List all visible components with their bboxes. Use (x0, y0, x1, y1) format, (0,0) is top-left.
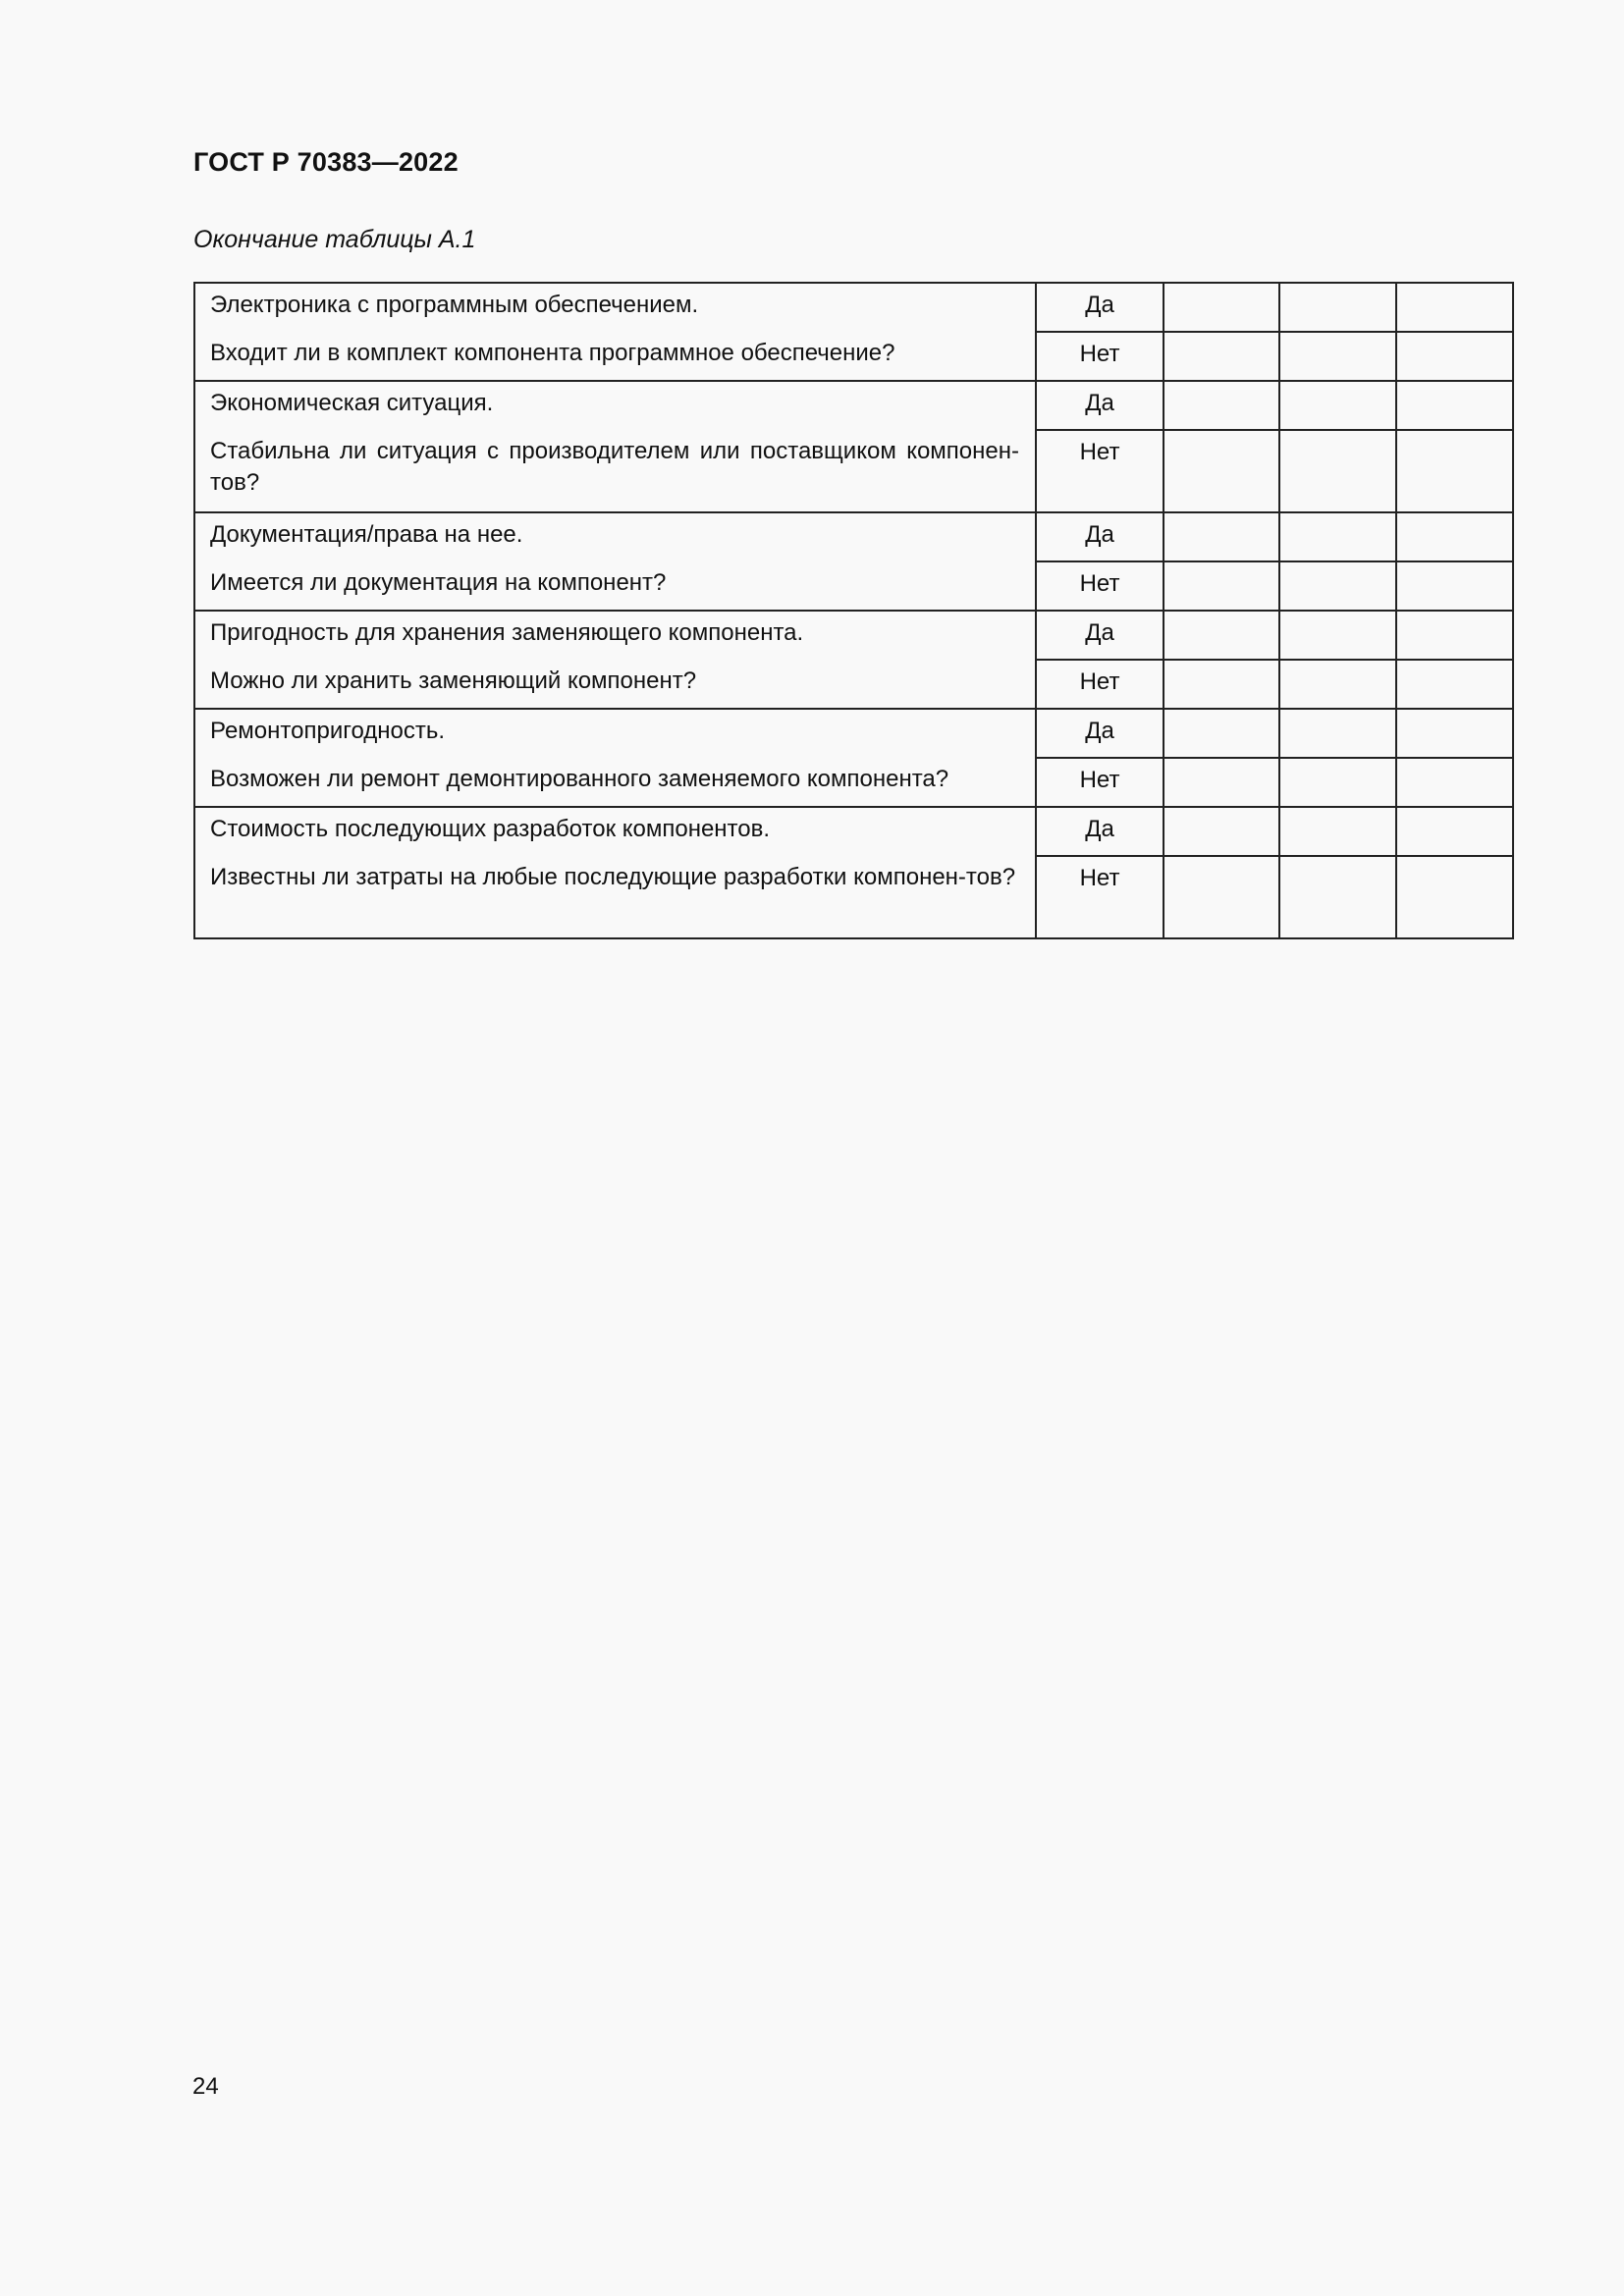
question-cell: Известны ли затраты на любые последующие разработки компонен-тов? (194, 856, 1036, 938)
blank-cell[interactable] (1396, 807, 1513, 856)
topic-cell: Стоимость последующих разработок компонентов. (194, 807, 1036, 856)
answer-no-cell: Нет (1036, 430, 1164, 512)
topic-cell: Ремонтопригодность. (194, 709, 1036, 758)
blank-cell[interactable] (1279, 512, 1396, 561)
blank-cell[interactable] (1164, 561, 1279, 611)
blank-cell[interactable] (1396, 381, 1513, 430)
blank-cell[interactable] (1164, 512, 1279, 561)
table-row (194, 332, 1513, 381)
checklist-table (193, 282, 1514, 939)
blank-cell[interactable] (1396, 561, 1513, 611)
table-row (194, 561, 1513, 611)
answer-no-cell: Нет (1036, 758, 1164, 807)
blank-cell[interactable] (1279, 561, 1396, 611)
blank-cell[interactable] (1164, 611, 1279, 660)
blank-cell[interactable] (1164, 807, 1279, 856)
blank-cell[interactable] (1279, 856, 1396, 938)
page-number: 24 (192, 2073, 219, 2100)
blank-cell[interactable] (1396, 856, 1513, 938)
blank-cell[interactable] (1164, 283, 1279, 332)
blank-cell[interactable] (1164, 758, 1279, 807)
answer-yes-cell: Да (1036, 807, 1164, 856)
question-cell: Возможен ли ремонт демонтированного заменяемого компонента? (194, 758, 1036, 807)
blank-cell[interactable] (1164, 856, 1279, 938)
topic-cell: Электроника с программным обеспечением. (194, 283, 1036, 332)
blank-cell[interactable] (1164, 430, 1279, 512)
answer-yes-cell: Да (1036, 709, 1164, 758)
blank-cell[interactable] (1164, 660, 1279, 709)
blank-cell[interactable] (1279, 381, 1396, 430)
table-row (194, 660, 1513, 709)
table-row (194, 381, 1513, 430)
question-cell: Имеется ли документация на компонент? (194, 561, 1036, 611)
question-cell: Стабильна ли ситуация с производителем или поставщиком компонен-тов? (194, 430, 1036, 512)
answer-no-cell: Нет (1036, 561, 1164, 611)
document-code: ГОСТ Р 70383—2022 (193, 147, 459, 177)
table-row (194, 512, 1513, 561)
blank-cell[interactable] (1396, 430, 1513, 512)
table-row (194, 856, 1513, 938)
table-row (194, 758, 1513, 807)
blank-cell[interactable] (1279, 283, 1396, 332)
blank-cell[interactable] (1279, 611, 1396, 660)
table-caption: Окончание таблицы А.1 (193, 226, 476, 253)
table-row (194, 430, 1513, 512)
answer-yes-cell: Да (1036, 611, 1164, 660)
blank-cell[interactable] (1396, 611, 1513, 660)
table-row (194, 283, 1513, 332)
blank-cell[interactable] (1279, 332, 1396, 381)
answer-no-cell: Нет (1036, 660, 1164, 709)
table-row (194, 611, 1513, 660)
answer-no-cell: Нет (1036, 332, 1164, 381)
table-row (194, 709, 1513, 758)
blank-cell[interactable] (1279, 807, 1396, 856)
answer-yes-cell: Да (1036, 283, 1164, 332)
blank-cell[interactable] (1164, 381, 1279, 430)
blank-cell[interactable] (1396, 709, 1513, 758)
question-cell: Можно ли хранить заменяющий компонент? (194, 660, 1036, 709)
blank-cell[interactable] (1279, 758, 1396, 807)
topic-cell: Пригодность для хранения заменяющего компонента. (194, 611, 1036, 660)
blank-cell[interactable] (1396, 758, 1513, 807)
blank-cell[interactable] (1396, 512, 1513, 561)
blank-cell[interactable] (1396, 660, 1513, 709)
answer-yes-cell: Да (1036, 512, 1164, 561)
answer-yes-cell: Да (1036, 381, 1164, 430)
blank-cell[interactable] (1164, 709, 1279, 758)
blank-cell[interactable] (1396, 332, 1513, 381)
topic-cell: Документация/права на нее. (194, 512, 1036, 561)
blank-cell[interactable] (1279, 660, 1396, 709)
blank-cell[interactable] (1396, 283, 1513, 332)
question-cell: Входит ли в комплект компонента программное обеспечение? (194, 332, 1036, 381)
blank-cell[interactable] (1279, 709, 1396, 758)
table-row (194, 807, 1513, 856)
answer-no-cell: Нет (1036, 856, 1164, 938)
topic-cell: Экономическая ситуация. (194, 381, 1036, 430)
blank-cell[interactable] (1279, 430, 1396, 512)
blank-cell[interactable] (1164, 332, 1279, 381)
